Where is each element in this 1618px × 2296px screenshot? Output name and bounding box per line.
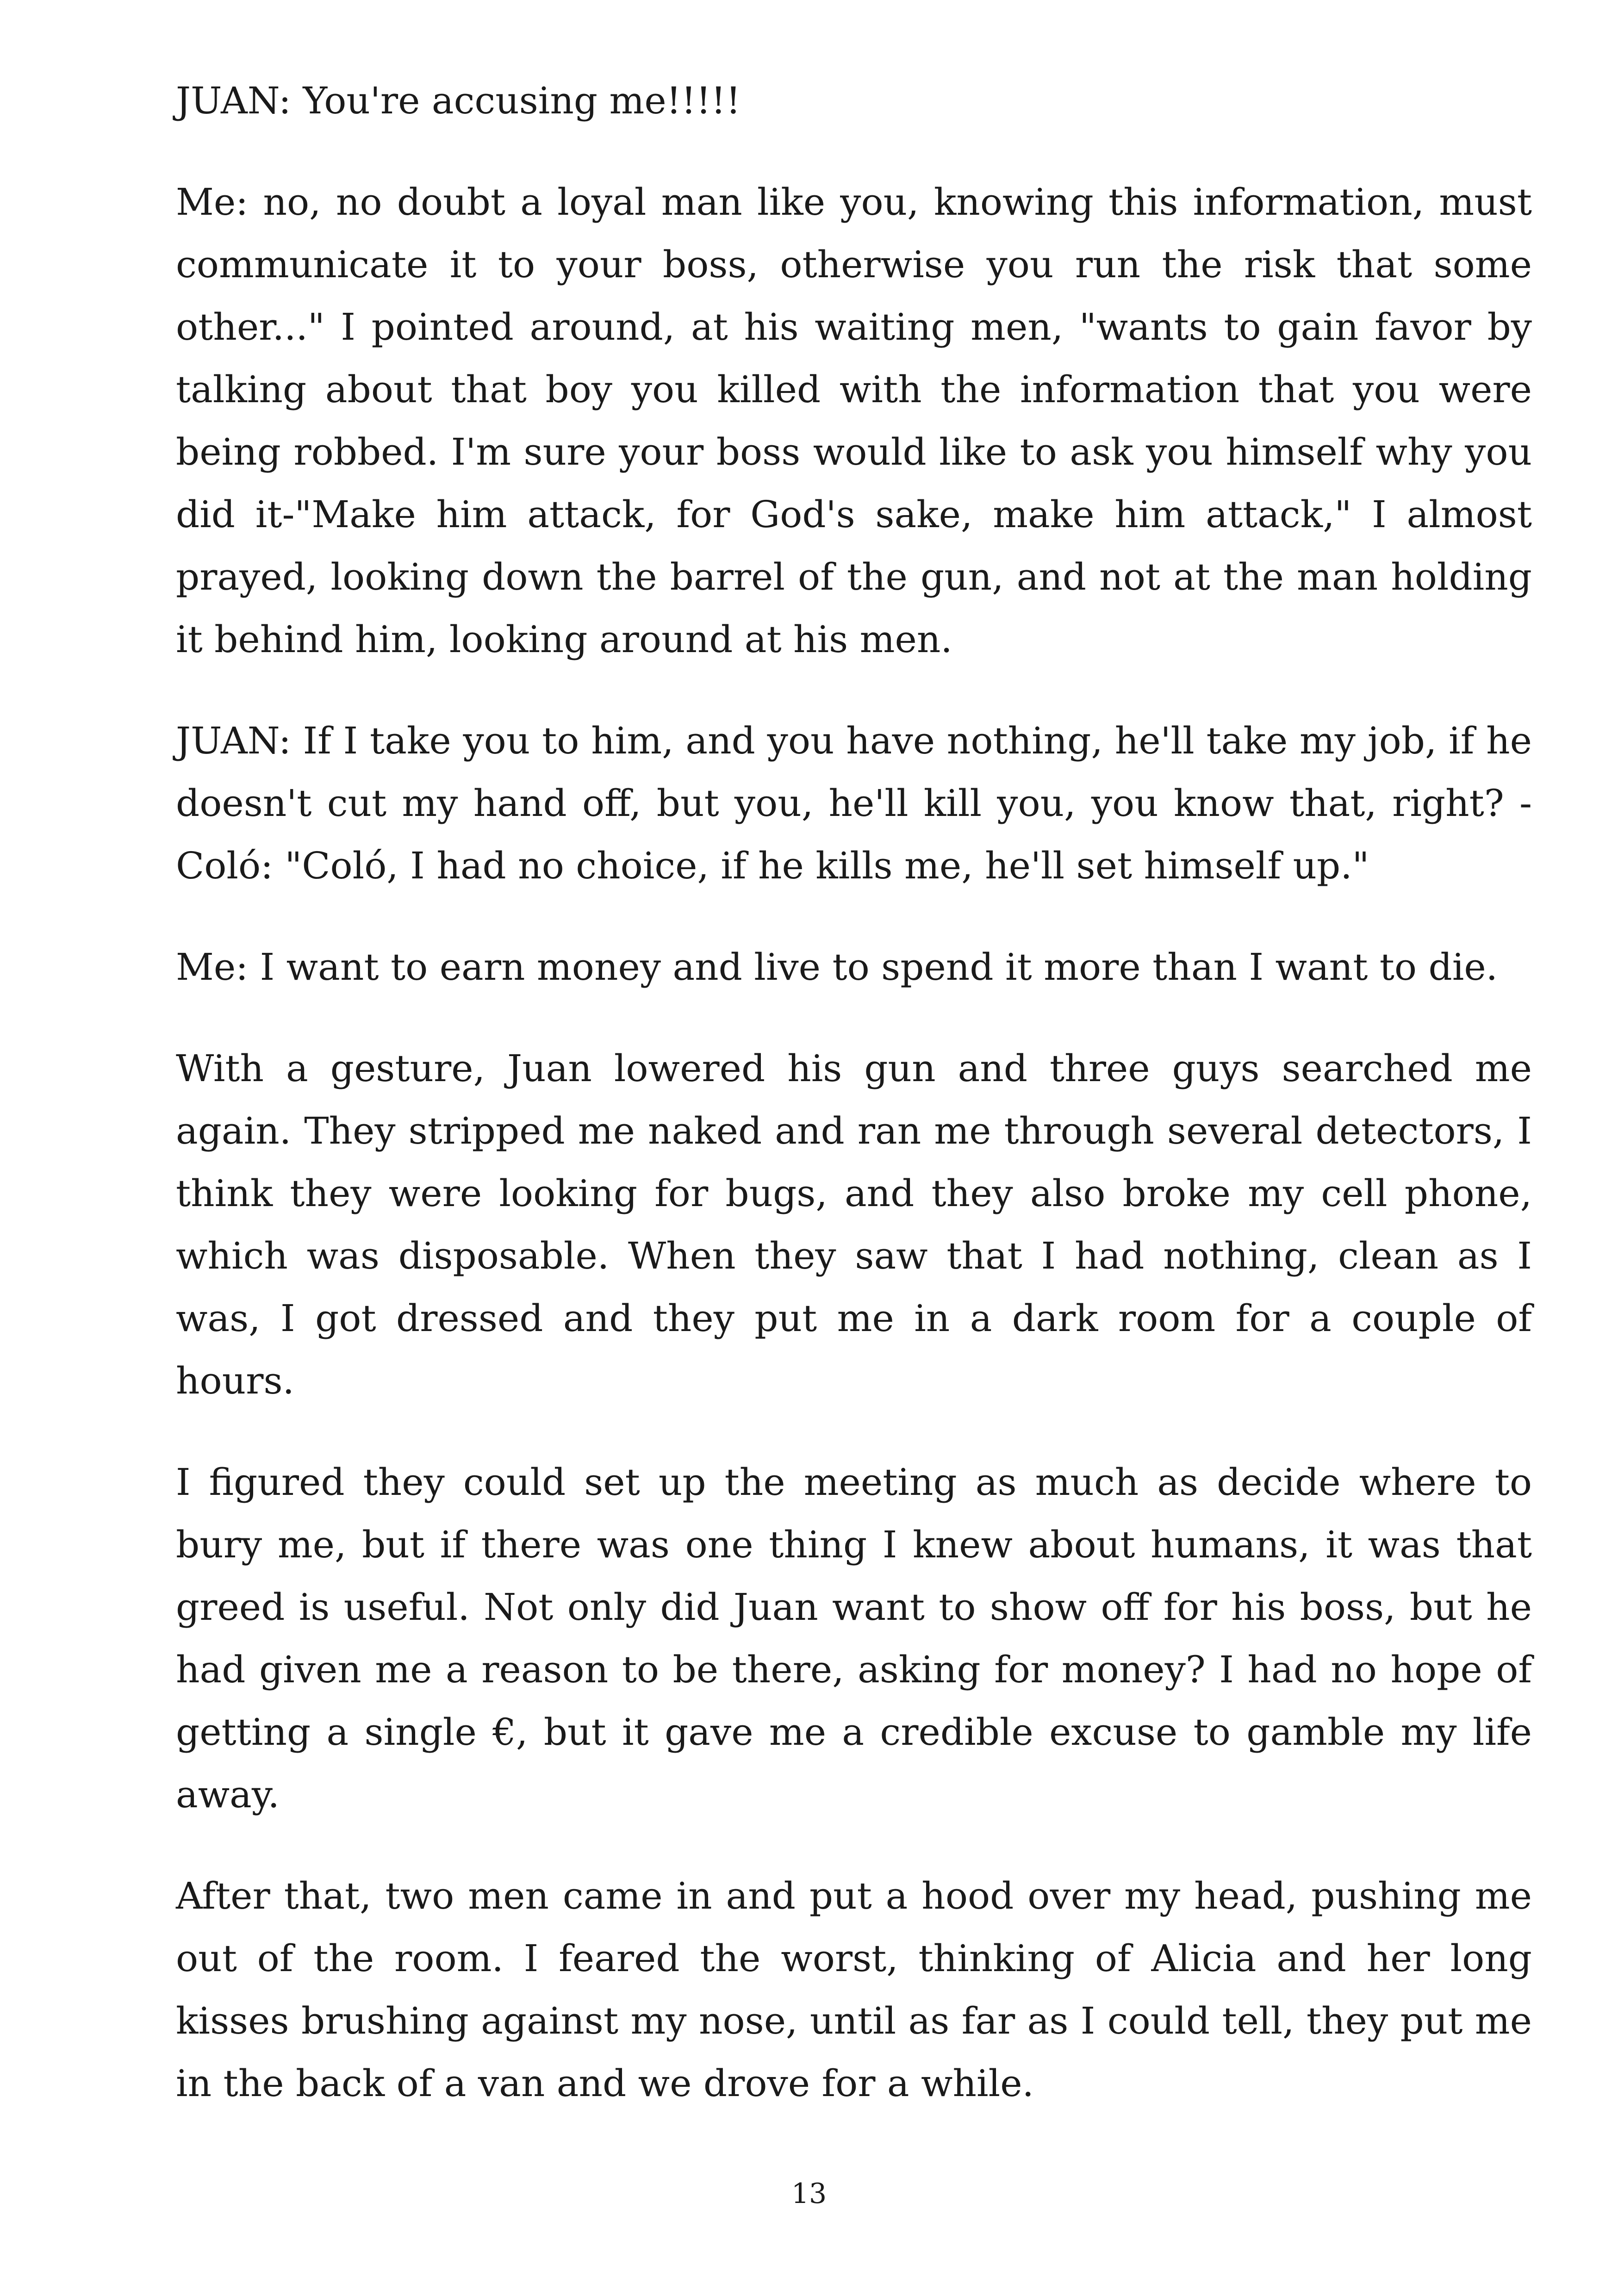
paragraph-2: Me: no, no doubt a loyal man like you, knowing this information, must communicate it to your boss, otherwise you run the risk that some other..." I pointed around, at his waiting men, "wants to gain favor by talking about that boy you killed with the information that you were being robbed. I'm sure your boss would like to ask you himself why you did it-"Make him attack, for God's sake, make him attack," I almost prayed, looking down the barrel of the gun, and not at the man holding it behind him, looking around at his men. bbox=[176, 180, 1532, 661]
paragraph-7: After that, two men came in and put a hood over my head, pushing me out of the room. I feared the worst, thinking of Alicia and her long kisses brushing against my nose, until as far as I could tell, they put me in the back of a van and we drove for a while. bbox=[176, 1874, 1532, 2105]
paragraph-6: I figured they could set up the meeting as much as decide where to bury me, but if there was one thing I knew about humans, it was that greed is useful. Not only did Juan want to show off for his boss, but he had given me a reason to be there, asking for money? I had no hope of getting a single €, but it gave me a credible excuse to gamble my life away. bbox=[176, 1461, 1532, 1816]
body-text bbox=[176, 69, 1532, 2115]
paragraph-4: Me: I want to earn money and live to spend it more than I want to die. bbox=[176, 946, 1498, 989]
paragraph-1: JUAN: You're accusing me!!!!! bbox=[176, 79, 741, 122]
paragraph-3: JUAN: If I take you to him, and you have nothing, he'll take my job, if he doesn't cut my hand off, but you, he'll kill you, you know that, right? - Coló: "Coló, I had no choice, if he kills me, he'll set himself up." bbox=[176, 719, 1532, 887]
page-number: 13 bbox=[791, 2178, 827, 2210]
paragraph-5: With a gesture, Juan lowered his gun and three guys searched me again. They stripped me naked and ran me through several detectors, I think they were looking for bugs, and they also broke my cell phone, which was disposable. When they saw that I had nothing, clean as I was, I got dressed and they put me in a dark room for a couple of hours. bbox=[176, 1047, 1532, 1402]
